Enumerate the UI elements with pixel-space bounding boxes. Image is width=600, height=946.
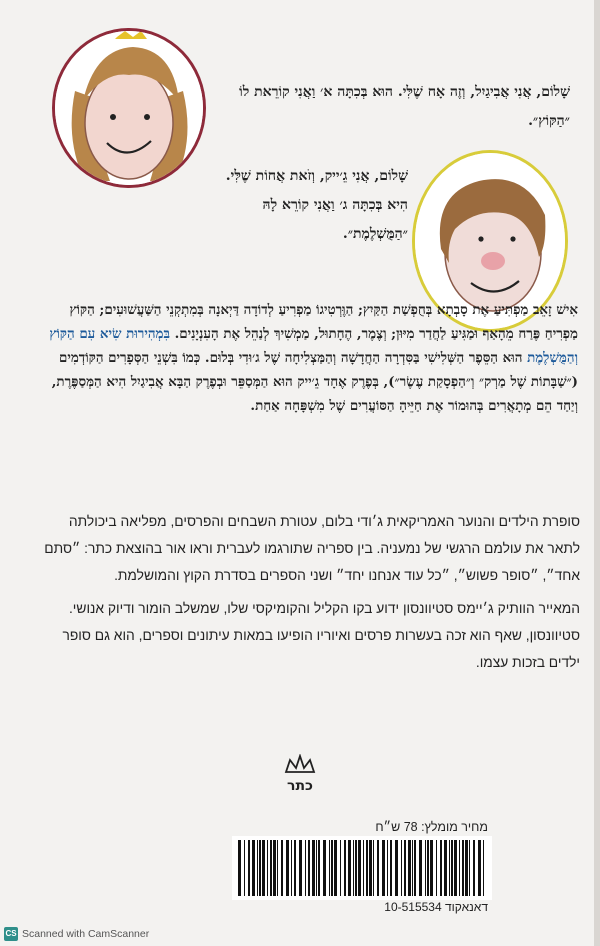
barcode-stripe [373,840,374,896]
barcode-stripe [465,840,468,896]
barcode-stripe [286,840,289,896]
barcode-stripe [451,840,453,896]
barcode-stripe [244,840,245,896]
barcode-stripe [305,840,306,896]
spine-edge [594,0,600,946]
barcode-stripe [440,840,442,896]
barcode-stripe [348,840,351,896]
barcode-stripe [316,840,317,896]
barcode-stripe [473,840,475,896]
barcode-stripe [412,840,413,896]
barcode-stripe [340,840,341,896]
barcode-stripe [483,840,484,896]
camscanner-icon: CS [4,927,18,941]
publisher-name: כתר [287,778,313,794]
barcode-stripe [382,840,385,896]
blurb-paragraph-1: אִישׁ זָאֵב מַפְתִּיעַ אֶת סָבְתָא בְּחֻפְשַׁת הַקַּיִץ; הַוֶּרְטִיגוֹ מַפְרִיעַ לְדוֹדָה דַּיְאנָה בְּמִתְקְנֵי הַשַּׁעֲשׁוּעִים; הַקּוֹץ מַפְרִיחַ פֶּרַח מֵהָאַף וּמַגִּיעַ לַחֲדַר מִיּוּן; וְצֶמֶר, הֶחָתוּל, מַמְשִׁיךְ לְנַהֵל אֶת הָעִנְיָנִים. [69,302,578,342]
creator-bios [40,508,580,682]
barcode-stripe [312,840,315,896]
barcode-stripe [377,840,379,896]
barcode-stripe [238,840,241,896]
blurb-paragraph-2: הוּא הַסֵּפֶר הַשְּׁלִישִׁי בַּסִּדְרָה הַחֲדָשָׁה וְהַמַּצְלִיחָה שֶׁל ג׳וּדִי בְּלוּם. כְּמוֹ בִּשְׁנֵי הַסְּפָרִים הַקּוֹדְמִים (״שַׁבָּתוֹת שֶׁל מַרְק״ וְ״הַפְסָקַת עֶשֶׂר״), בְּפֶרֶק אֶחָד גֵ׳ייק הוּא הַמְּסַפֵּר וּבְפֶרֶק הַבָּא אֲבִיגַיִל הִיא הַמְּסַפֶּרֶת, וְיַחַד הֵם מְתָאֲרִים בְּהוּמוֹר אֶת חַיֵּיהָ הַסּוֹעֲרִים שֶׁל מִשְׁפָּחָה אַחַת. [51,350,578,414]
barcode-stripe [459,840,460,896]
blurb-book-title: בִּמְהִירוּת שִׂיא עִם הַקּוֹץ וְהַמֻּשְׁלֶמֶת [49,326,578,366]
barcode-stripe [390,840,392,896]
barcode-stripe [355,840,357,896]
barcode-stripe [387,840,388,896]
barcode-stripe [331,840,333,896]
barcode-stripe [344,840,346,896]
barcode-stripe [299,840,302,896]
barcode-stripe [257,840,258,896]
danacode-label: דאנאקוד 10-515534 [384,900,488,914]
barcode-stripe [363,840,364,896]
barcode-stripe [478,840,481,896]
barcode-stripe [444,840,447,896]
book-blurb [38,298,578,418]
barcode-stripe [469,840,470,896]
barcode-stripe [436,840,437,896]
barcode-stripe [267,840,268,896]
barcode-stripe [277,840,278,896]
barcode-stripe [401,840,402,896]
barcode-stripe [334,840,337,896]
abigail-intro: שָׁלוֹם, אֲנִי אֲבִיגַיִל, וְזֶה אָח שֶׁלִּי. הוּא בְּכִתָּה א׳ וַאֲנִי קוֹרֵאת לוֹ ״הַקּוֹץ״. [239,84,570,129]
publisher-logo [276,754,324,794]
barcode-stripe [252,840,255,896]
barcode-stripe [281,840,283,896]
barcode-stripe [454,840,457,896]
barcode-stripe [270,840,272,896]
barcode-stripe [449,840,450,896]
jake-intro: שָׁלוֹם, אֲנִי גֵ׳ייק, וְזֹאת אֲחוֹת שֶׁלִּי. הִיא בְּכִתָּה ג׳ וַאֲנִי קוֹרֵא לָהּ ״הַמֻּשְׁלֶמֶת״. [225,168,408,242]
scanner-watermark [4,926,149,942]
author-bio: סופרת הילדים והנוער האמריקאית ג׳ודי בלום, עטורת השבחים והפרסים, מפליאה ביכולתה לתאר את עולמם הרגשי של נמעניה. בין ספריה שתורגמו לעברית וראו אור בהוצאת כתר: ״סתם אחד״, ״סופר פשוש״, ״כל עוד אנחנו יחד״ ושני הספרים בסדרת הקוץ והמושלמת. [44,514,580,583]
barcode-stripe [318,840,320,896]
barcode-stripe [323,840,326,896]
barcode-stripe [419,840,422,896]
barcode-stripe [462,840,464,896]
barcode-stripe [308,840,310,896]
barcode-stripe [248,840,250,896]
illustrator-bio: המאייר הוותיק ג׳יימס סטיוונסון ידוע בקו הקליל והקומיקסי שלו, שמשלב הומור ודיוק אנושי. סטיוונסון, שאף הוא זכה בעשרות פרסים ואיוריו הופיעו במאות עיתונים וספרים, הוא גם סופר ילדים בזכות עצמו. [62,601,580,670]
barcode-stripe [430,840,433,896]
scanner-watermark-text: Scanned with CamScanner [22,928,150,940]
crown-icon [276,754,324,794]
barcode-stripe [404,840,406,896]
barcode-stripe [262,840,265,896]
barcode-stripe [414,840,416,896]
barcode-stripe [425,840,426,896]
barcode-stripe [273,840,276,896]
barcode-stripe [358,840,361,896]
barcode-stripe [427,840,429,896]
barcode-stripe [291,840,292,896]
barcode-stripe [395,840,398,896]
barcode-stripe [408,840,411,896]
barcode-stripe [366,840,368,896]
barcode [232,836,492,900]
barcode-stripe [294,840,296,896]
barcode-stripe [329,840,330,896]
barcode-stripe [259,840,261,896]
abigail-portrait [52,28,206,188]
price-label: מחיר מומלץ: 78 ש״ח [375,820,488,834]
barcode-stripe [369,840,372,896]
barcode-stripe [353,840,354,896]
